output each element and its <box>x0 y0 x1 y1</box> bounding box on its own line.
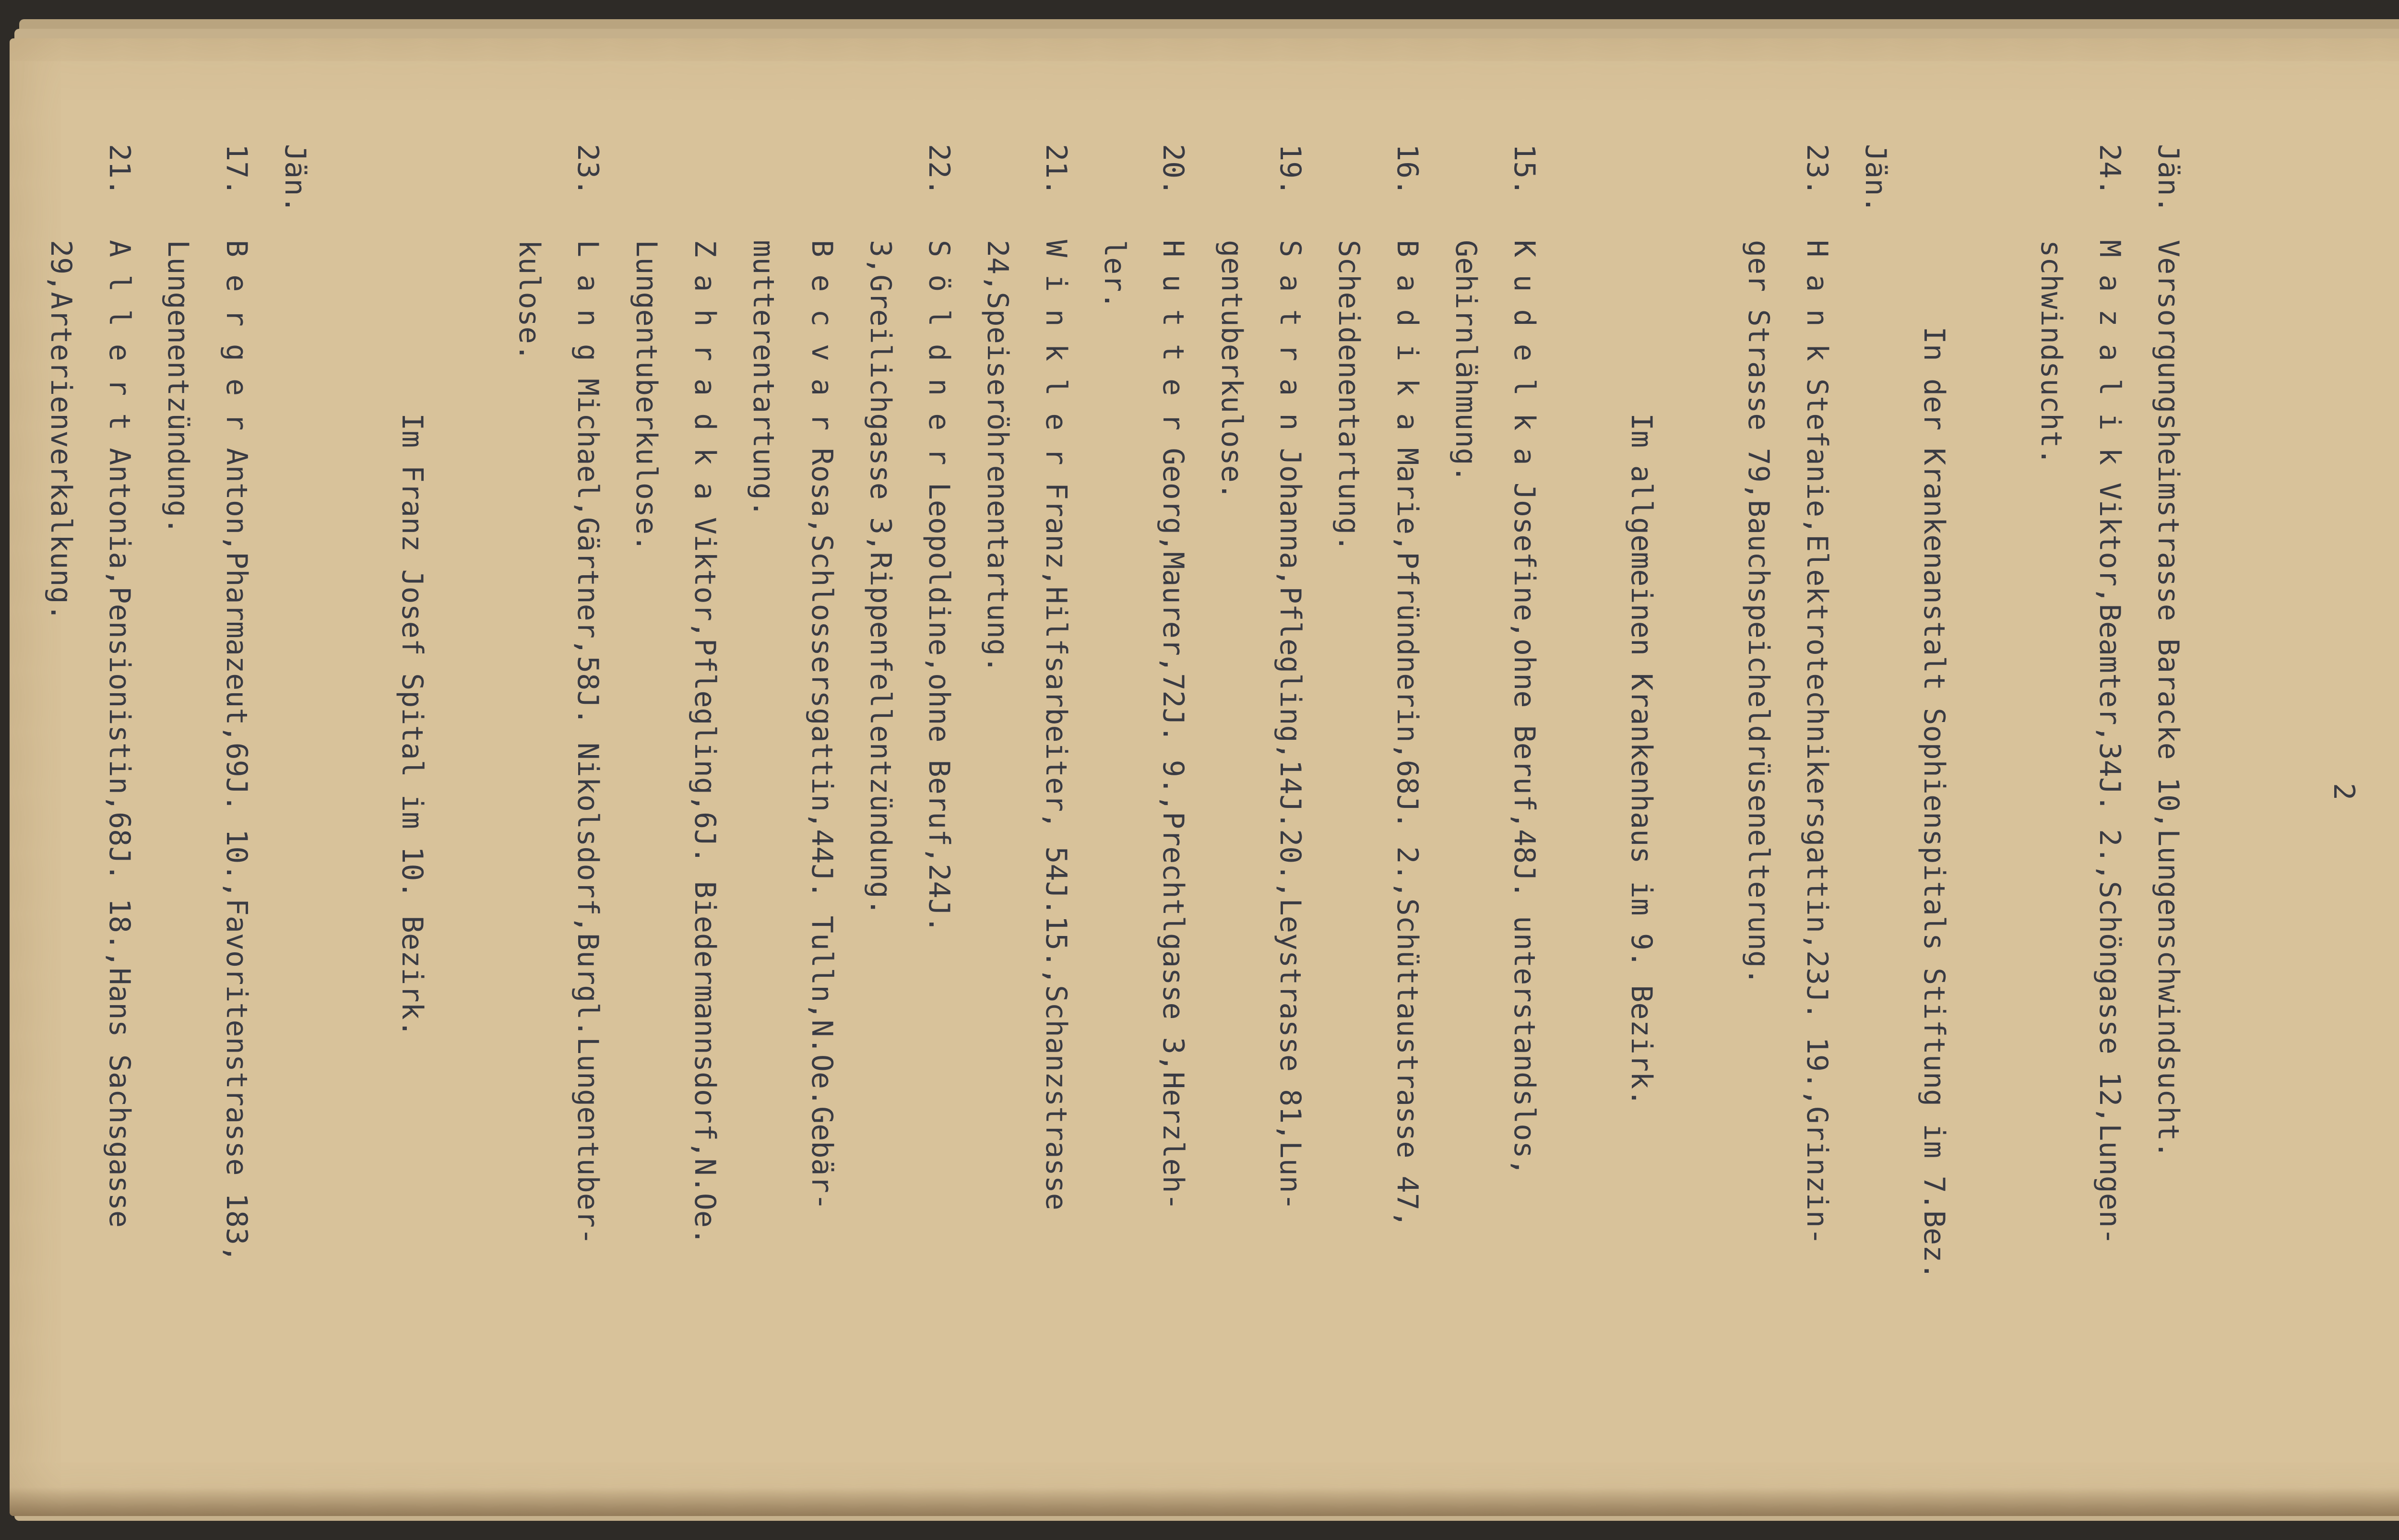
entry-text: A l l e r t Antonia,Pensionistin,68J. 18.,Hans Sachsgasse <box>103 240 136 1228</box>
document-line <box>1319 144 1378 1439</box>
document-line <box>1027 144 1085 1439</box>
document-line <box>1963 144 2022 1439</box>
entry-text: B a d i k a Marie,Pfründnerin,68J. 2.,Schüttaustrasse 47, <box>1390 240 1424 1228</box>
entry-text: Lungentuberkulose. <box>629 240 663 552</box>
document-line <box>968 144 1027 1439</box>
document-line <box>383 144 441 1439</box>
entry-text: Z a h r a d k a Viktor,Pflegling,6J. Biedermannsdorf,N.Oe. <box>688 240 722 1245</box>
page-number: 2 <box>2327 782 2361 801</box>
entry-text: Gehirnlähmung. <box>1449 240 1483 483</box>
entry-text: 24,Speiseröhrenentartung. <box>981 240 1014 674</box>
entry-date: Jän. <box>2151 144 2185 213</box>
document-line <box>1378 144 1437 1439</box>
entry-text: schwindsucht. <box>2034 240 2068 465</box>
entry-date: Jän. <box>1859 144 1892 213</box>
document-line <box>1671 144 1729 1439</box>
entry-date: 23. <box>1800 144 1834 196</box>
document-line <box>1261 144 1319 1439</box>
document-line <box>1905 144 1963 1439</box>
entry-text: B e c v a r Rosa,Schlossersgattin,44J. Tulln,N.Oe.Gebär- <box>805 240 839 1210</box>
document-line <box>1495 144 1554 1439</box>
entry-text: Scheidenentartung. <box>1332 240 1366 552</box>
document-line <box>441 144 500 1439</box>
entry-date: 16. <box>1390 144 1424 196</box>
entry-text: S a t r a n Johanna,Pflegling,14J.20.,Leystrasse 81,Lun- <box>1273 240 1307 1210</box>
document-line <box>1729 144 1788 1439</box>
entry-text: In der Krankenanstalt Sophienspitals Stiftung im 7.Bez. <box>1917 240 1951 1280</box>
document-line <box>793 144 851 1439</box>
entry-text: H u t t e r Georg,Maurer,72J. 9.,Prechtlgasse 3,Herzleh- <box>1156 240 1190 1210</box>
entry-text: gentuberkulose. <box>1215 240 1248 500</box>
entry-text: mutterentartung. <box>747 240 780 517</box>
entry-date: 20. <box>1156 144 1190 196</box>
entry-date: 24. <box>2093 144 2126 196</box>
entry-text: Im Franz Josef Spital im 10. Bezirk. <box>395 240 429 1037</box>
entry-text: Versorgungsheimstrasse Baracke 10,Lungenschwindsucht. <box>2151 240 2185 1159</box>
entry-date: Jän. <box>278 144 312 213</box>
entry-text: B e r g e r Anton,Pharmazeut,69J. 10.,Favoritenstrasse 183, <box>220 240 253 1263</box>
document-line <box>266 144 324 1439</box>
entry-text: 3,Greilichgasse 3,Rippenfellentzündung. <box>864 240 897 916</box>
document-line <box>1846 144 1905 1439</box>
document-line <box>1085 144 1144 1439</box>
document-line <box>0 144 32 1439</box>
document-line <box>90 144 149 1439</box>
document-line <box>2080 144 2139 1439</box>
document-line <box>1202 144 1261 1439</box>
document-line <box>1612 144 1671 1439</box>
document-line <box>32 144 90 1439</box>
entry-text: Im allgemeinen Krankenhaus im 9. Bezirk. <box>1625 240 1658 1107</box>
document-line <box>1437 144 1495 1439</box>
entry-text: K u d e l k a Josefine,ohne Beruf,48J. unterstandslos, <box>1508 240 1541 1176</box>
entry-text: S ö l d n e r Leopoldine,ohne Beruf,24J. <box>922 240 956 933</box>
document-line <box>558 144 617 1439</box>
page-edge-shadow <box>10 1487 2399 1516</box>
document-line <box>2022 144 2080 1439</box>
entry-date: 17. <box>220 144 253 196</box>
entry-text: 29,Arterienverkalkung. <box>44 240 78 621</box>
entry-text: H a n k Stefanie,Elektrotechnikersgattin,23J. 19.,Grinzin- <box>1800 240 1834 1245</box>
entry-text: Lungenentzündung. <box>161 240 195 535</box>
document-line <box>617 144 676 1439</box>
entry-date: 22. <box>922 144 956 196</box>
document-line <box>500 144 558 1439</box>
document-line <box>1554 144 1612 1439</box>
entry-date: 21. <box>1039 144 1073 196</box>
document-line <box>149 144 207 1439</box>
document-line <box>676 144 734 1439</box>
entry-date: 15. <box>1508 144 1541 196</box>
document-line <box>910 144 968 1439</box>
entry-text: ger Strasse 79,Bauchspeicheldrüsenelterung. <box>1742 240 1775 985</box>
document-line <box>1144 144 1202 1439</box>
entry-text: ler. <box>1098 240 1131 309</box>
document-line <box>851 144 910 1439</box>
rotated-text-block <box>44 144 2399 1439</box>
entry-text: kulose. <box>512 240 546 361</box>
document-line <box>734 144 793 1439</box>
entry-text: W i n k l e r Franz,Hilfsarbeiter, 54J.15.,Schanzstrasse <box>1039 240 1073 1210</box>
entry-text: M a z a l i k Viktor,Beamter,34J. 2.,Schöngasse 12,Lungen- <box>2093 240 2126 1245</box>
document-line <box>207 144 266 1439</box>
entry-date: 23. <box>571 144 605 196</box>
document-lines <box>0 144 2197 1439</box>
entry-date: 19. <box>1273 144 1307 196</box>
document-line <box>1788 144 1846 1439</box>
entry-text: L a n g Michael,Gärtner,58J. Nikolsdorf,Burgl.Lungentuber- <box>571 240 605 1245</box>
entry-date: 21. <box>103 144 136 196</box>
document-line <box>324 144 383 1439</box>
document-line <box>2139 144 2197 1439</box>
